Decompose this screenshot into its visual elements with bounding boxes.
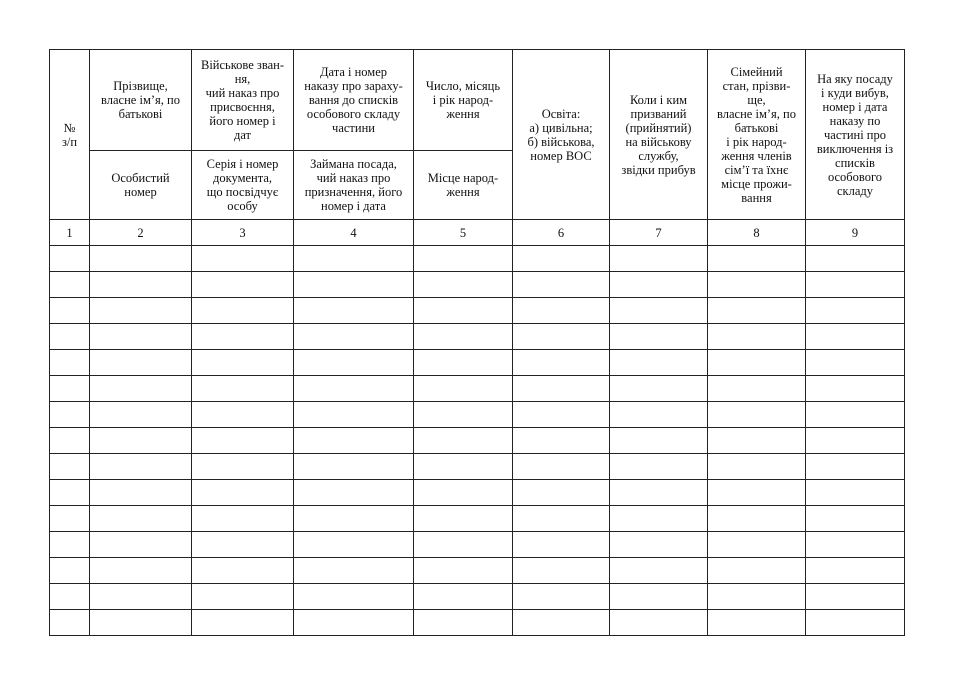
table-cell[interactable] (192, 402, 294, 428)
column-number: 1 (50, 220, 90, 246)
table-cell[interactable] (294, 454, 414, 480)
table-cell[interactable] (513, 272, 610, 298)
table-cell[interactable] (708, 428, 806, 454)
table-cell[interactable] (414, 454, 513, 480)
table-cell[interactable] (192, 272, 294, 298)
table-cell[interactable] (806, 376, 905, 402)
table-cell[interactable] (294, 428, 414, 454)
table-cell[interactable] (513, 324, 610, 350)
table-cell[interactable] (708, 298, 806, 324)
table-row (50, 506, 905, 532)
table-cell[interactable] (294, 272, 414, 298)
table-cell[interactable] (192, 506, 294, 532)
table-cell[interactable] (610, 506, 708, 532)
table-cell[interactable] (610, 246, 708, 272)
table-cell[interactable] (806, 610, 905, 636)
table-cell[interactable] (50, 402, 90, 428)
table-cell[interactable] (192, 532, 294, 558)
table-cell[interactable] (50, 350, 90, 376)
table-cell[interactable] (806, 272, 905, 298)
table-cell[interactable] (294, 532, 414, 558)
table-cell[interactable] (610, 402, 708, 428)
table-cell[interactable] (806, 584, 905, 610)
header-family-status: Сімейний стан, прізви- ще, власне ім’я, по батькові і рік народ- ження членів сім’ї та їхнє місце прожи- вання (708, 50, 806, 220)
table-row (50, 376, 905, 402)
table-row (50, 532, 905, 558)
table-cell[interactable] (610, 480, 708, 506)
table-cell[interactable] (294, 610, 414, 636)
table-cell[interactable] (90, 272, 192, 298)
table-cell[interactable] (192, 480, 294, 506)
table-cell[interactable] (708, 454, 806, 480)
table-cell[interactable] (806, 428, 905, 454)
table-row (50, 272, 905, 298)
column-number: 3 (192, 220, 294, 246)
table-cell[interactable] (192, 376, 294, 402)
table-cell[interactable] (192, 454, 294, 480)
column-number: 4 (294, 220, 414, 246)
table-row (50, 480, 905, 506)
table-cell[interactable] (50, 454, 90, 480)
table-cell[interactable] (610, 428, 708, 454)
table-row (50, 350, 905, 376)
table-cell[interactable] (50, 506, 90, 532)
table-cell[interactable] (806, 532, 905, 558)
table-cell[interactable] (513, 584, 610, 610)
table-cell[interactable] (513, 558, 610, 584)
table-cell[interactable] (610, 324, 708, 350)
table-cell[interactable] (708, 480, 806, 506)
table-cell[interactable] (90, 558, 192, 584)
table-cell[interactable] (414, 428, 513, 454)
table-cell[interactable] (610, 272, 708, 298)
table-cell[interactable] (414, 376, 513, 402)
table-cell[interactable] (708, 376, 806, 402)
table-cell[interactable] (90, 454, 192, 480)
table-cell[interactable] (50, 610, 90, 636)
table-cell[interactable] (192, 610, 294, 636)
table-cell[interactable] (610, 610, 708, 636)
table-row (50, 402, 905, 428)
personnel-register-table (49, 49, 905, 636)
table-cell[interactable] (513, 298, 610, 324)
table-cell[interactable] (414, 480, 513, 506)
table-cell[interactable] (90, 584, 192, 610)
table-cell[interactable] (90, 324, 192, 350)
header-birth-date: Число, місяць і рік народ- ження (414, 50, 513, 151)
table-cell[interactable] (513, 402, 610, 428)
table-cell[interactable] (414, 298, 513, 324)
column-number: 7 (610, 220, 708, 246)
table-row (50, 584, 905, 610)
table-cell[interactable] (806, 558, 905, 584)
table-cell[interactable] (610, 558, 708, 584)
table-cell[interactable] (806, 298, 905, 324)
header-row-top (50, 50, 905, 151)
column-number: 2 (90, 220, 192, 246)
table-cell[interactable] (708, 272, 806, 298)
table-cell[interactable] (50, 558, 90, 584)
header-full-name: Прізвище, власне ім’я, по батькові (90, 50, 192, 151)
table-cell[interactable] (294, 324, 414, 350)
table-cell[interactable] (806, 506, 905, 532)
table-cell[interactable] (294, 402, 414, 428)
table-cell[interactable] (708, 246, 806, 272)
table-cell[interactable] (192, 298, 294, 324)
table-cell[interactable] (414, 610, 513, 636)
header-number: № з/п (50, 50, 90, 220)
table-cell[interactable] (806, 246, 905, 272)
column-number: 8 (708, 220, 806, 246)
table-cell[interactable] (90, 350, 192, 376)
header-enrollment-order: Дата і номер наказу про зараху- вання до списків особового складу частини (294, 50, 414, 151)
table-row (50, 428, 905, 454)
table-cell[interactable] (90, 480, 192, 506)
table-cell[interactable] (294, 506, 414, 532)
table-cell[interactable] (50, 428, 90, 454)
table-cell[interactable] (806, 324, 905, 350)
table-cell[interactable] (294, 558, 414, 584)
column-number-row (50, 220, 905, 246)
table-cell[interactable] (294, 350, 414, 376)
table-cell[interactable] (50, 480, 90, 506)
table-cell[interactable] (610, 532, 708, 558)
table-row (50, 558, 905, 584)
table-cell[interactable] (50, 376, 90, 402)
table-cell[interactable] (513, 610, 610, 636)
table-cell[interactable] (513, 506, 610, 532)
table-cell[interactable] (90, 506, 192, 532)
header-birth-place: Місце народ- ження (414, 151, 513, 220)
header-departure: На яку посаду і куди вибув, номер і дата наказу по частині про виключення із списків особового складу (806, 50, 905, 220)
column-number: 6 (513, 220, 610, 246)
table-cell[interactable] (513, 350, 610, 376)
header-id-document: Серія і номер документа, що посвідчує особу (192, 151, 294, 220)
header-conscription: Коли і ким призваний (прийнятий) на військову службу, звідки прибув (610, 50, 708, 220)
header-personal-number: Особистий номер (90, 151, 192, 220)
table-cell[interactable] (610, 584, 708, 610)
table-cell[interactable] (806, 402, 905, 428)
table-cell[interactable] (513, 454, 610, 480)
header-military-rank: Військове зван- ня, чий наказ про присвоєння, його номер і дат (192, 50, 294, 151)
table-cell[interactable] (806, 350, 905, 376)
table-cell[interactable] (90, 532, 192, 558)
table-cell[interactable] (192, 324, 294, 350)
table-row (50, 610, 905, 636)
table-cell[interactable] (610, 376, 708, 402)
table-cell[interactable] (806, 480, 905, 506)
table-cell[interactable] (50, 272, 90, 298)
table-cell[interactable] (294, 298, 414, 324)
table-cell[interactable] (610, 298, 708, 324)
table-cell[interactable] (708, 506, 806, 532)
table-cell[interactable] (414, 558, 513, 584)
table-cell[interactable] (90, 246, 192, 272)
table-cell[interactable] (90, 428, 192, 454)
table-cell[interactable] (610, 454, 708, 480)
table-cell[interactable] (513, 532, 610, 558)
table-cell[interactable] (294, 584, 414, 610)
table-cell[interactable] (414, 402, 513, 428)
table-cell[interactable] (50, 532, 90, 558)
table-cell[interactable] (50, 584, 90, 610)
table-cell[interactable] (414, 532, 513, 558)
table-cell[interactable] (50, 324, 90, 350)
table-cell[interactable] (192, 558, 294, 584)
table-row (50, 298, 905, 324)
table-row (50, 246, 905, 272)
table-cell[interactable] (708, 558, 806, 584)
table-cell[interactable] (708, 350, 806, 376)
table-cell[interactable] (513, 480, 610, 506)
table-row (50, 454, 905, 480)
table-cell[interactable] (806, 454, 905, 480)
table-cell[interactable] (192, 428, 294, 454)
header-position: Займана посада, чий наказ про призначення, його номер і дата (294, 151, 414, 220)
table-cell[interactable] (90, 376, 192, 402)
column-number: 5 (414, 220, 513, 246)
table-cell[interactable] (294, 376, 414, 402)
table-cell[interactable] (50, 298, 90, 324)
table-cell[interactable] (708, 610, 806, 636)
table-cell[interactable] (192, 584, 294, 610)
table-cell[interactable] (513, 376, 610, 402)
table-cell[interactable] (192, 350, 294, 376)
table-cell[interactable] (414, 246, 513, 272)
table-cell[interactable] (90, 610, 192, 636)
table-cell[interactable] (708, 532, 806, 558)
table-cell[interactable] (513, 246, 610, 272)
table-cell[interactable] (513, 428, 610, 454)
table-cell[interactable] (414, 584, 513, 610)
column-number: 9 (806, 220, 905, 246)
table-cell[interactable] (90, 298, 192, 324)
table-cell[interactable] (414, 324, 513, 350)
header-education: Освіта: а) цивільна; б) військова, номер ВОС (513, 50, 610, 220)
table-cell[interactable] (708, 584, 806, 610)
table-cell[interactable] (708, 324, 806, 350)
table-cell[interactable] (90, 402, 192, 428)
table-row (50, 324, 905, 350)
table-cell[interactable] (610, 350, 708, 376)
table-cell[interactable] (50, 246, 90, 272)
table-cell[interactable] (414, 272, 513, 298)
table-cell[interactable] (708, 402, 806, 428)
table-cell[interactable] (414, 350, 513, 376)
table-cell[interactable] (294, 246, 414, 272)
table-cell[interactable] (294, 480, 414, 506)
table-cell[interactable] (414, 506, 513, 532)
table-cell[interactable] (192, 246, 294, 272)
